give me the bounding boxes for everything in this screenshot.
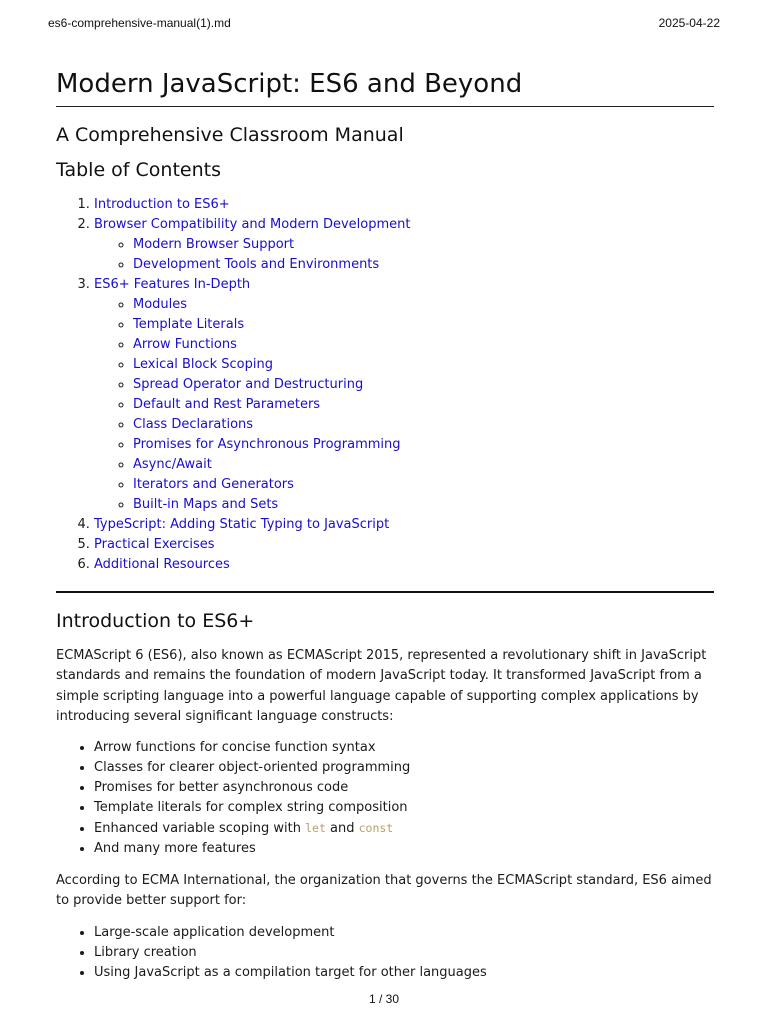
toc-item <box>94 535 714 555</box>
intro-paragraph: ECMAScript 6 (ES6), also known as ECMAScript 2015, represented a revolutionary shift in JavaScript standards and remains the foundation of modern JavaScript today. It transformed JavaScript from a simple scripting language into a powerful language capable of supporting complex applications by introducing several significant language constructs: <box>56 648 707 724</box>
list-item-text: Promises for better asynchronous code <box>94 780 349 796</box>
list-item <box>94 778 714 798</box>
toc-sublink[interactable]: Arrow Functions <box>133 337 237 352</box>
toc-link[interactable]: Additional Resources <box>94 557 230 572</box>
toc-subitem <box>133 455 714 475</box>
list-item-text: Large-scale application development <box>94 924 335 940</box>
list-item-text: Library creation <box>94 944 197 960</box>
list-item-text: Classes for clearer object-oriented programming <box>94 760 411 776</box>
toc-sublink[interactable]: Template Literals <box>133 317 245 332</box>
table-of-contents <box>56 195 714 575</box>
goals-list <box>56 923 714 983</box>
toc-subitem <box>133 415 714 435</box>
section-divider <box>56 591 714 593</box>
toc-sublink[interactable]: Class Declarations <box>133 417 254 432</box>
toc-subitem <box>133 475 714 495</box>
toc-subitem <box>133 255 714 275</box>
inline-code-const: const <box>358 821 394 836</box>
toc-link[interactable]: Practical Exercises <box>94 537 215 552</box>
toc-item <box>94 555 714 575</box>
list-item <box>94 923 714 943</box>
toc-subitem <box>133 495 714 515</box>
list-item <box>94 758 714 778</box>
toc-sublist <box>94 235 714 275</box>
toc-sublist <box>94 295 714 515</box>
list-item <box>94 818 714 839</box>
feature-list <box>56 738 714 859</box>
toc-sublink[interactable]: Modern Browser Support <box>133 237 295 252</box>
toc-link[interactable]: Introduction to ES6+ <box>94 197 230 212</box>
toc-sublink[interactable]: Built-in Maps and Sets <box>133 497 279 512</box>
page-number: 1 / 30 <box>368 992 400 1006</box>
document-body <box>56 66 714 983</box>
toc-link[interactable]: Browser Compatibility and Modern Development <box>94 217 411 232</box>
toc-heading: Table of Contents <box>56 159 221 181</box>
list-item <box>94 798 714 818</box>
toc-sublink[interactable]: Development Tools and Environments <box>133 257 380 272</box>
toc-sublink[interactable]: Async/Await <box>133 457 212 472</box>
list-item-text: Arrow functions for concise function syntax <box>94 740 376 756</box>
toc-link[interactable]: TypeScript: Adding Static Typing to JavaScript <box>94 517 390 532</box>
toc-subitem <box>133 235 714 255</box>
toc-subitem <box>133 315 714 335</box>
list-item-text: Template literals for complex string composition <box>94 800 408 816</box>
toc-item <box>94 275 714 515</box>
toc-item <box>94 515 714 535</box>
list-item-text: Enhanced variable scoping with <box>94 821 306 837</box>
toc-subitem <box>133 335 714 355</box>
ecma-paragraph: According to ECMA International, the organization that governs the ECMAScript standard, ES6 aimed to provide better support for: <box>56 873 712 909</box>
toc-subitem <box>133 435 714 455</box>
section-heading-intro: Introduction to ES6+ <box>56 610 255 632</box>
list-item-text: Using JavaScript as a compilation target for other languages <box>94 964 487 980</box>
toc-sublink[interactable]: Spread Operator and Destructuring <box>133 377 364 392</box>
print-header <box>48 16 720 32</box>
list-item <box>94 738 714 758</box>
toc-sublink[interactable]: Iterators and Generators <box>133 477 294 492</box>
list-item <box>94 943 714 963</box>
toc-subitem <box>133 395 714 415</box>
document-title: Modern JavaScript: ES6 and Beyond <box>56 66 714 107</box>
toc-sublink[interactable]: Lexical Block Scoping <box>133 357 273 372</box>
list-item-text: And many more features <box>94 841 256 857</box>
document-subtitle: A Comprehensive Classroom Manual <box>56 124 404 146</box>
list-item-text: and <box>325 821 359 837</box>
toc-sublink[interactable]: Modules <box>133 297 188 312</box>
inline-code-let: let <box>305 821 326 836</box>
toc-item <box>94 215 714 275</box>
toc-subitem <box>133 355 714 375</box>
toc-sublink[interactable]: Promises for Asynchronous Programming <box>133 437 401 452</box>
list-item <box>94 839 714 859</box>
toc-subitem <box>133 375 714 395</box>
print-date: 2025-04-22 <box>658 16 720 30</box>
file-name: es6-comprehensive-manual(1).md <box>48 16 231 30</box>
toc-link[interactable]: ES6+ Features In-Depth <box>94 277 251 292</box>
toc-subitem <box>133 295 714 315</box>
toc-sublink[interactable]: Default and Rest Parameters <box>133 397 321 412</box>
toc-item <box>94 195 714 215</box>
list-item <box>94 963 714 983</box>
